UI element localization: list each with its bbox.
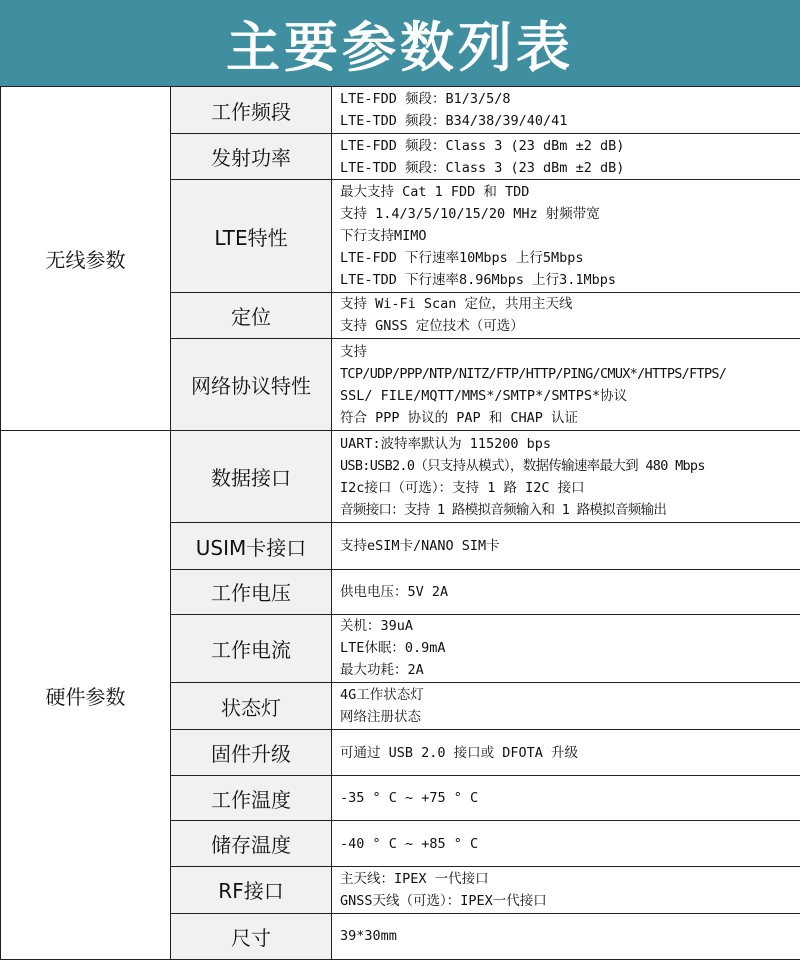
param-value-line: 最大功耗：2A [340, 662, 424, 679]
param-value [332, 776, 800, 821]
param-value-line: 供电电压：5V 2A [340, 583, 449, 600]
param-value-line: TCP/UDP/PPP/NTP/NITZ/FTP/HTTP/PING/CMUX*/HTTPS/FTPS/ [340, 365, 727, 382]
param-value [332, 683, 800, 730]
param-value [332, 866, 800, 913]
group-label: 无线参数 [1, 87, 171, 431]
param-value-line: 支持 Wi-Fi Scan 定位，共用主天线 [340, 296, 573, 313]
param-value-line: 4G工作状态灯 [340, 687, 424, 704]
param-value-line: USB:USB2.0（只支持从模式），数据传输速率最大到 480 Mbps [340, 457, 705, 474]
param-value [332, 180, 800, 292]
param-value-line: 可通过 USB 2.0 接口或 DFOTA 升级 [340, 744, 579, 761]
param-label: RF接口 [171, 866, 332, 913]
spec-table-body [1, 87, 800, 960]
param-value-line: 支持 1.4/3/5/10/15/20 MHz 射频带宽 [340, 206, 600, 222]
param-value-line: GNSS天线（可选）：IPEX一代接口 [340, 892, 547, 909]
param-value-line: 关机：39uA [340, 618, 414, 635]
param-value-line: -35 ° C ~ +75 ° C [340, 790, 479, 807]
param-value-line: 音频接口：支持 1 路模拟音频输入和 1 路模拟音频输出 [340, 501, 667, 518]
spec-row [1, 87, 800, 134]
param-label: 数据接口 [171, 431, 332, 523]
title-banner [0, 0, 800, 86]
param-value-line: 支持 GNSS 定位技术（可选） [340, 318, 524, 335]
param-value-line: LTE-TDD 下行速率8.96Mbps 上行3.1Mbps [340, 272, 617, 288]
param-value-line: 主天线：IPEX 一代接口 [340, 870, 489, 887]
param-label: 储存温度 [171, 821, 332, 866]
param-value-line: LTE-FDD 频段：Class 3 (23 dBm ±2 dB) [340, 137, 625, 154]
param-value [332, 87, 800, 134]
param-label: 状态灯 [171, 683, 332, 730]
spec-row [1, 431, 800, 523]
param-value-line: I2c接口（可选）：支持 1 路 I2C 接口 [340, 479, 585, 496]
param-value-line: -40 ° C ~ +85 ° C [340, 835, 479, 852]
param-value-line: LTE-TDD 频段：Class 3 (23 dBm ±2 dB) [340, 159, 625, 176]
param-label: USIM卡接口 [171, 523, 332, 569]
param-value-line: 下行支持MIMO [340, 228, 427, 244]
page-title: 主要参数列表 [226, 15, 574, 79]
param-value-line: 支持 [340, 343, 367, 360]
param-value [332, 614, 800, 682]
param-value [332, 523, 800, 569]
param-value [332, 569, 800, 614]
param-value-line: 符合 PPP 协议的 PAP 和 CHAP 认证 [340, 409, 579, 426]
param-value-line: LTE休眠：0.9mA [340, 640, 446, 657]
param-label: LTE特性 [171, 180, 332, 292]
param-value [332, 730, 800, 776]
param-label: 工作温度 [171, 776, 332, 821]
param-label: 定位 [171, 292, 332, 338]
param-value [332, 134, 800, 180]
param-label: 尺寸 [171, 913, 332, 959]
param-value-line: 39*30mm [340, 928, 397, 945]
param-value [332, 821, 800, 866]
param-label: 工作电压 [171, 569, 332, 614]
param-value-line: LTE-FDD 频段：B1/3/5/8 [340, 91, 511, 108]
param-value [332, 913, 800, 959]
param-value-line: LTE-TDD 频段：B34/38/39/40/41 [340, 113, 568, 130]
param-value-line: 支持eSIM卡/NANO SIM卡 [340, 538, 500, 555]
param-value-line: 最大支持 Cat 1 FDD 和 TDD [340, 184, 530, 200]
group-label: 硬件参数 [1, 431, 171, 960]
param-value [332, 431, 800, 523]
param-label: 工作电流 [171, 614, 332, 682]
param-label: 工作频段 [171, 87, 332, 134]
param-value-line: LTE-FDD 下行速率10Mbps 上行5Mbps [340, 250, 584, 266]
param-value [332, 338, 800, 430]
param-label: 发射功率 [171, 134, 332, 180]
param-value [332, 292, 800, 338]
spec-table [0, 86, 800, 960]
param-value-line: UART:波特率默认为 115200 bps [340, 435, 552, 452]
param-label: 固件升级 [171, 730, 332, 776]
param-value-line: SSL/ FILE/MQTT/MMS*/SMTP*/SMTPS*协议 [340, 387, 628, 404]
param-value-line: 网络注册状态 [340, 709, 421, 726]
param-label: 网络协议特性 [171, 338, 332, 430]
